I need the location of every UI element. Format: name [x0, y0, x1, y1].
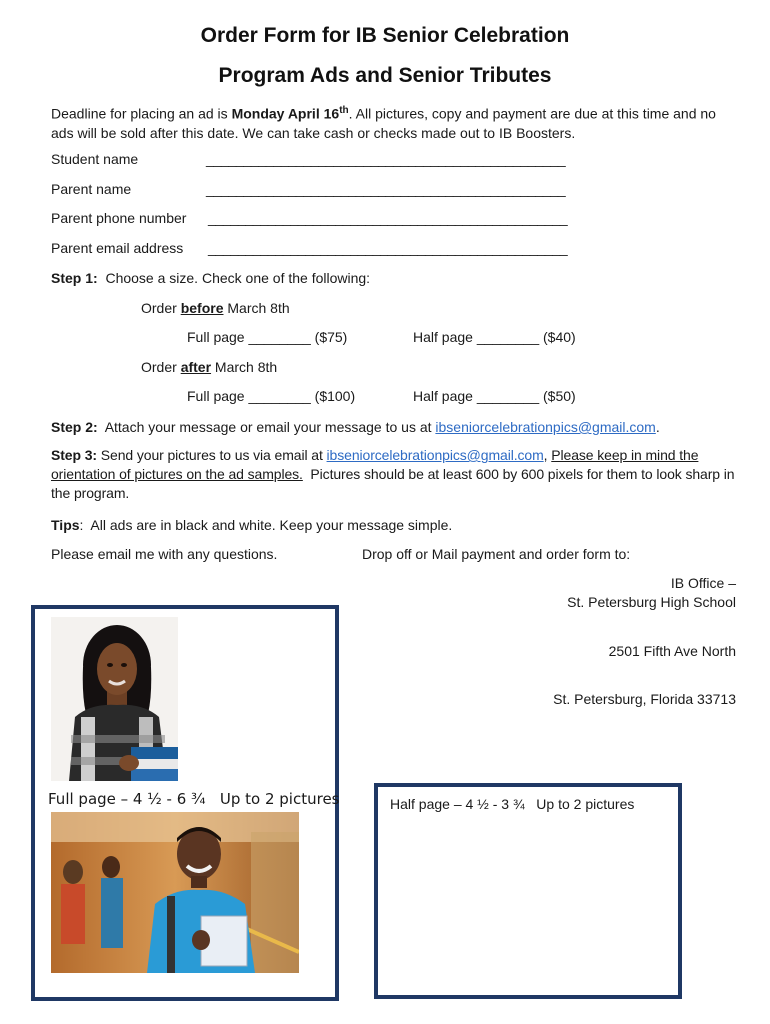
parent-name-label: Parent name	[51, 181, 132, 197]
full-page-after-option[interactable]: Full page ________ ($100)	[187, 388, 356, 404]
step3-instruction	[51, 446, 739, 503]
full-page-caption: Full page – 4 ½ - 6 ¾ Up to 2 pictures	[48, 790, 340, 808]
deadline-date: Monday April 16	[231, 105, 340, 122]
deadline-suffix: . All pictures, copy and payment are due at this time and no ads will be sold after this date. We can take cash or checks made out to IB Boosters.	[51, 105, 716, 141]
step2-text: Attach your message or email your message to us at	[97, 419, 436, 435]
order-before-suffix: March 8th	[223, 300, 290, 316]
step1-text: Choose a size. Check one of the following:	[97, 270, 371, 286]
step3-label: Step 3:	[51, 447, 97, 463]
half-page-caption: Half page – 4 ½ - 3 ¾ Up to 2 pictures	[390, 796, 635, 812]
order-after-suffix: March 8th	[211, 359, 278, 375]
order-before-prefix: Order	[141, 300, 181, 316]
parent-email-field[interactable]: ________________________________________________	[208, 240, 568, 256]
order-after-keyword: after	[180, 359, 212, 375]
step1-label: Step 1:	[51, 270, 98, 286]
deadline-prefix: Deadline for placing an ad is	[51, 105, 232, 122]
step3-email-link[interactable]: ibseniorcelebrationpics@gmail.com	[326, 447, 544, 463]
student-girl-illustration	[51, 617, 178, 781]
parent-email-label: Parent email address	[51, 240, 184, 256]
parent-phone-field[interactable]: ________________________________________________	[208, 210, 568, 226]
step3-rest: Pictures should be at least 600 by 600 pixels for them to look sharp in the program.	[51, 466, 739, 501]
step2-label: Step 2:	[51, 419, 98, 435]
step1-instruction	[51, 269, 370, 288]
step2-end: .	[655, 419, 660, 435]
tips	[51, 516, 452, 535]
step3-text: Send your pictures to us via email at	[96, 447, 327, 463]
full-page-before-option[interactable]: Full page ________ ($75)	[187, 329, 348, 345]
student-name-field[interactable]: ________________________________________________	[206, 151, 566, 167]
half-page-sample-box	[374, 783, 682, 999]
form-title: Order Form for IB Senior Celebration	[200, 24, 570, 47]
dropoff-note: Drop off or Mail payment and order form to:	[362, 546, 631, 562]
half-page-after-option[interactable]: Half page ________ ($50)	[413, 388, 576, 404]
parent-phone-label: Parent phone number	[51, 210, 187, 226]
step3-orientation-note: Please keep in mind the orientation of pictures on the ad samples.	[51, 447, 699, 482]
address-line2: St. Petersburg High School	[567, 594, 736, 610]
student-name-label: Student name	[51, 151, 139, 167]
address-line4: St. Petersburg, Florida 33713	[553, 691, 736, 707]
order-after-heading	[141, 358, 277, 377]
questions-note: Please email me with any questions.	[51, 546, 278, 562]
student-boy-photo	[51, 812, 299, 973]
address-line1: IB Office –	[670, 575, 736, 591]
order-before-heading	[141, 299, 290, 318]
step2-email-link[interactable]: ibseniorcelebrationpics@gmail.com	[435, 419, 656, 435]
order-after-prefix: Order	[141, 359, 181, 375]
form-subtitle: Program Ads and Senior Tributes	[218, 64, 552, 87]
student-girl-photo	[51, 617, 178, 781]
deadline-paragraph	[51, 101, 741, 143]
step3-comma: ,	[543, 447, 552, 463]
student-boy-illustration	[51, 812, 299, 973]
deadline-date-suffix: th	[339, 105, 349, 116]
address-line3: 2501 Fifth Ave North	[608, 643, 736, 659]
parent-name-field[interactable]: ________________________________________________	[206, 181, 566, 197]
tips-text: : All ads are in black and white. Keep your message simple.	[79, 517, 453, 533]
step2-instruction	[51, 418, 660, 437]
tips-label: Tips	[51, 517, 80, 533]
half-page-before-option[interactable]: Half page ________ ($40)	[413, 329, 576, 345]
order-before-keyword: before	[180, 300, 224, 316]
